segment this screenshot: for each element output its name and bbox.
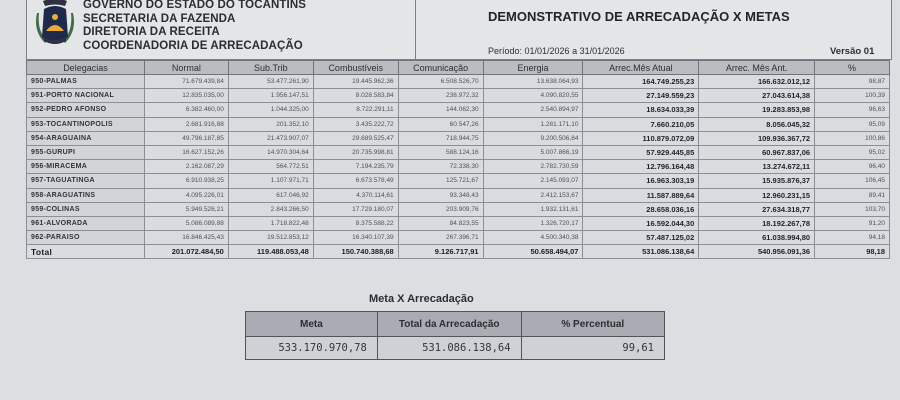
subtrib-cell: 119.488.053,48 — [228, 245, 313, 259]
report-version: Versão 01 — [830, 46, 875, 57]
arrec-mes-ant-cell: 8.056.045,32 — [699, 117, 815, 131]
combustiveis-cell: 17.729.180,07 — [313, 202, 398, 216]
percent-cell: 100,86 — [815, 131, 890, 145]
summary-header-row — [246, 312, 665, 337]
comunicacao-cell: 6.508.526,70 — [398, 75, 483, 89]
organization-block — [83, 0, 306, 53]
comunicacao-cell: 718.944,75 — [398, 131, 483, 145]
energia-cell: 2.782.730,59 — [483, 160, 583, 174]
percent-cell: 96,40 — [815, 160, 890, 174]
arrec-mes-ant-cell: 18.192.267,78 — [699, 216, 815, 230]
arrec-mes-ant-cell: 166.632.012,12 — [699, 75, 815, 89]
energia-cell: 50.658.494,07 — [483, 245, 583, 259]
comunicacao-cell: 238.972,32 — [398, 89, 483, 103]
subtrib-cell: 1.718.822,48 — [228, 216, 313, 230]
subtrib-cell: 21.473.907,07 — [228, 131, 313, 145]
subtrib-cell: 19.512.853,12 — [228, 231, 313, 245]
table-row — [27, 160, 890, 174]
arrec-mes-ant-cell: 27.634.318,77 — [699, 202, 815, 216]
combustiveis-cell: 8.375.588,22 — [313, 216, 398, 230]
normal-cell: 12.835.035,00 — [144, 89, 228, 103]
arrec-mes-ant-cell: 60.967.837,06 — [699, 145, 815, 159]
delegacia-cell: 956-MIRACEMA — [27, 160, 145, 174]
summary-col-total: Total da Arrecadação — [377, 312, 521, 337]
table-body — [27, 75, 890, 259]
table-row — [27, 202, 890, 216]
org-line-coordination: COORDENADORIA DE ARRECADAÇÃO — [83, 39, 303, 52]
combustiveis-cell: 20.735.998,81 — [313, 145, 398, 159]
comunicacao-cell: 60.547,26 — [398, 117, 483, 131]
table-row — [27, 131, 890, 145]
delegacia-cell: 950-PALMAS — [27, 75, 145, 89]
comunicacao-cell: 144.062,30 — [398, 103, 483, 117]
arrec-mes-atual-cell: 57.929.445,85 — [583, 145, 699, 159]
normal-cell: 49.796.187,85 — [144, 131, 228, 145]
delegacia-cell: 961-ALVORADA — [27, 216, 145, 230]
delegacia-cell: 959-COLINAS — [27, 202, 145, 216]
comunicacao-cell: 267.396,71 — [398, 231, 483, 245]
col-header-percent: % — [815, 61, 890, 75]
table-row — [27, 103, 890, 117]
col-header-arrec-mes-atual: Arrec.Mês Atual — [583, 61, 699, 75]
col-header-combustiveis: Combustíveis — [313, 61, 398, 75]
percent-cell: 103,70 — [815, 202, 890, 216]
collection-by-delegacia-table — [26, 60, 890, 259]
percent-cell: 95,02 — [815, 145, 890, 159]
report-title: DEMONSTRATIVO DE ARRECADAÇÃO X METAS — [488, 9, 790, 24]
header-divider — [415, 0, 416, 59]
energia-cell: 1.932.131,61 — [483, 202, 583, 216]
combustiveis-cell: 3.435.222,72 — [313, 117, 398, 131]
normal-cell: 16.627.152,26 — [144, 145, 228, 159]
arrec-mes-atual-cell: 28.658.036,16 — [583, 202, 699, 216]
normal-cell: 6.382.460,00 — [144, 103, 228, 117]
delegacia-cell: 957-TAGUATINGA — [27, 174, 145, 188]
arrec-mes-ant-cell: 27.043.614,38 — [699, 89, 815, 103]
energia-cell: 2.540.894,97 — [483, 103, 583, 117]
normal-cell: 6.910.938,25 — [144, 174, 228, 188]
energia-cell: 9.200.506,84 — [483, 131, 583, 145]
arrec-mes-atual-cell: 16.592.044,30 — [583, 216, 699, 230]
arrec-mes-atual-cell: 12.796.164,48 — [583, 160, 699, 174]
combustiveis-cell: 7.194.235,79 — [313, 160, 398, 174]
arrec-mes-atual-cell: 11.587.889,64 — [583, 188, 699, 202]
percent-cell: 89,41 — [815, 188, 890, 202]
subtrib-cell: 14.970.304,64 — [228, 145, 313, 159]
col-header-delegacias: Delegacias — [27, 61, 145, 75]
arrec-mes-atual-cell: 18.634.033,39 — [583, 103, 699, 117]
org-line-directorate: DIRETORIA DA RECEITA — [83, 26, 220, 38]
arrec-mes-ant-cell: 109.936.367,72 — [699, 131, 815, 145]
percent-cell: 106,45 — [815, 174, 890, 188]
subtrib-cell: 2.843.266,50 — [228, 202, 313, 216]
normal-cell: 2.162.087,29 — [144, 160, 228, 174]
report-period: Período: 01/01/2026 a 31/01/2026 — [488, 46, 625, 56]
comunicacao-cell: 93.348,43 — [398, 188, 483, 202]
comunicacao-cell: 72.338,30 — [398, 160, 483, 174]
percent-cell: 94,18 — [815, 231, 890, 245]
normal-cell: 2.681.916,88 — [144, 117, 228, 131]
normal-cell: 201.072.484,50 — [144, 245, 228, 259]
arrec-mes-atual-cell: 27.149.559,23 — [583, 89, 699, 103]
percent-cell: 98,87 — [815, 75, 890, 89]
summary-col-percent: % Percentual — [521, 312, 664, 337]
table-row — [27, 117, 890, 131]
meta-value: 533.170.970,78 — [246, 337, 378, 360]
energia-cell: 4.500.340,38 — [483, 231, 583, 245]
total-row — [27, 245, 890, 259]
normal-cell: 5.086.089,88 — [144, 216, 228, 230]
subtrib-cell: 1.956.147,51 — [228, 89, 313, 103]
energia-cell: 2.145.093,07 — [483, 174, 583, 188]
arrec-mes-atual-cell: 110.879.072,09 — [583, 131, 699, 145]
table-row — [27, 174, 890, 188]
col-header-normal: Normal — [144, 61, 228, 75]
percent-value: 99,61 — [521, 337, 664, 360]
delegacia-cell: 953-TOCANTINOPOLIS — [27, 117, 145, 131]
subtrib-cell: 1.044.325,00 — [228, 103, 313, 117]
arrec-mes-atual-cell: 164.749.255,23 — [583, 75, 699, 89]
delegacia-cell: Total — [27, 245, 145, 259]
comunicacao-cell: 588.124,16 — [398, 145, 483, 159]
arrec-mes-ant-cell: 19.283.853,98 — [699, 103, 815, 117]
combustiveis-cell: 4.370.114,61 — [313, 188, 398, 202]
org-line-government: GOVERNO DO ESTADO DO TOCANTINS — [83, 0, 307, 11]
normal-cell: 4.095.226,01 — [144, 188, 228, 202]
delegacia-cell: 951-PORTO NACIONAL — [27, 89, 145, 103]
energia-cell: 1.326.720,17 — [483, 216, 583, 230]
subtrib-cell: 564.772,51 — [228, 160, 313, 174]
table-row — [27, 89, 890, 103]
delegacia-cell: 954-ARAGUAINA — [27, 131, 145, 145]
comunicacao-cell: 125.721,67 — [398, 174, 483, 188]
table-row — [27, 216, 890, 230]
table-row — [27, 145, 890, 159]
combustiveis-cell: 16.340.107,39 — [313, 231, 398, 245]
arrec-mes-ant-cell: 15.935.876,37 — [699, 174, 815, 188]
subtrib-cell: 201.352,10 — [228, 117, 313, 131]
table-row — [27, 231, 890, 245]
normal-cell: 71.679.439,84 — [144, 75, 228, 89]
energia-cell: 4.090.820,55 — [483, 89, 583, 103]
comunicacao-cell: 9.126.717,91 — [398, 245, 483, 259]
percent-cell: 91,20 — [815, 216, 890, 230]
combustiveis-cell: 6.673.578,49 — [313, 174, 398, 188]
normal-cell: 5.949.526,21 — [144, 202, 228, 216]
combustiveis-cell: 8.028.583,84 — [313, 89, 398, 103]
table-row — [27, 188, 890, 202]
col-header-subtrib: Sub.Trib — [228, 61, 313, 75]
arrec-mes-atual-cell: 531.086.138,64 — [583, 245, 699, 259]
comunicacao-cell: 84.823,55 — [398, 216, 483, 230]
combustiveis-cell: 29.689.525,47 — [313, 131, 398, 145]
comunicacao-cell: 203.909,76 — [398, 202, 483, 216]
percent-cell: 96,63 — [815, 103, 890, 117]
energia-cell: 2.412.153,67 — [483, 188, 583, 202]
arrec-mes-ant-cell: 13.274.672,11 — [699, 160, 815, 174]
energia-cell: 13.638.064,93 — [483, 75, 583, 89]
col-header-comunicacao: Comunicação — [398, 61, 483, 75]
summary-title: Meta X Arrecadação — [369, 293, 474, 305]
col-header-energia: Energia — [483, 61, 583, 75]
summary-value-row — [246, 337, 665, 360]
org-line-secretariat: SECRETARIA DA FAZENDA — [83, 12, 236, 25]
subtrib-cell: 1.107.971,71 — [228, 174, 313, 188]
combustiveis-cell: 150.740.388,68 — [313, 245, 398, 259]
combustiveis-cell: 19.445.962,36 — [313, 75, 398, 89]
meta-vs-collection-table — [245, 311, 665, 360]
delegacia-cell: 955-GURUPI — [27, 145, 145, 159]
combustiveis-cell: 8.722.291,11 — [313, 103, 398, 117]
normal-cell: 16.846.425,43 — [144, 231, 228, 245]
arrec-mes-atual-cell: 7.660.210,05 — [583, 117, 699, 131]
delegacia-cell: 952-PEDRO AFONSO — [27, 103, 145, 117]
arrec-mes-atual-cell: 57.487.125,02 — [583, 231, 699, 245]
energia-cell: 1.281.171,10 — [483, 117, 583, 131]
summary-col-meta: Meta — [246, 312, 378, 337]
arrec-mes-ant-cell: 61.038.994,80 — [699, 231, 815, 245]
delegacia-cell: 958-ARAGUATINS — [27, 188, 145, 202]
subtrib-cell: 53.477.261,90 — [228, 75, 313, 89]
subtrib-cell: 617.046,92 — [228, 188, 313, 202]
arrec-mes-ant-cell: 540.956.091,36 — [699, 245, 815, 259]
table-row — [27, 75, 890, 89]
col-header-arrec-mes-ant: Arrec. Mês Ant. — [699, 61, 815, 75]
arrec-mes-atual-cell: 16.963.303,19 — [583, 174, 699, 188]
delegacia-cell: 962-PARAISO — [27, 231, 145, 245]
percent-cell: 98,18 — [815, 245, 890, 259]
table-header-row — [27, 61, 890, 75]
energia-cell: 5.007.866,19 — [483, 145, 583, 159]
total-collection-value: 531.086.138,64 — [377, 337, 521, 360]
arrec-mes-ant-cell: 12.960.231,15 — [699, 188, 815, 202]
state-coat-of-arms-icon — [35, 0, 75, 49]
percent-cell: 95,09 — [815, 117, 890, 131]
percent-cell: 100,39 — [815, 89, 890, 103]
